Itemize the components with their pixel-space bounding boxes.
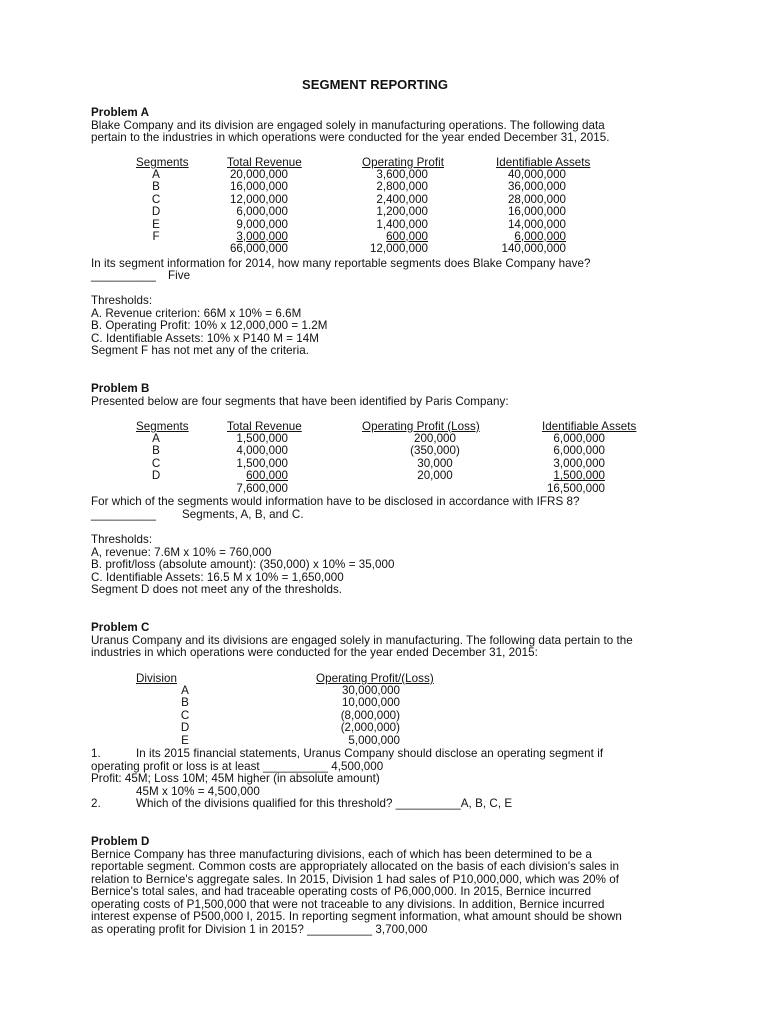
problem-a-header-profit: Operating Profit (362, 156, 444, 169)
problem-c-q1-number: 1. (91, 747, 101, 760)
problem-a-header-revenue: Total Revenue (227, 156, 302, 169)
problem-a-conclusion: Segment F has not met any of the criteria. (91, 344, 309, 357)
problem-d-line: Bernice's total sales, and had traceable operating costs of P6,000,000. In 2015, Bernice incurred (91, 885, 592, 898)
problem-c-intro-line1: Uranus Company and its divisions are engaged solely in manufacturing. The following data pertain to the (91, 634, 633, 647)
table-cell: D (151, 205, 161, 219)
problem-d-line: operating costs of P1,500,000 that were not traceable to any divisions. In addition, Bernice incurred (91, 898, 605, 911)
table-cell: 16,000,000 (507, 205, 566, 219)
problem-b-threshold: C. Identifiable Assets: 16.5 M x 10% = 1,650,000 (91, 571, 344, 584)
problem-d-line: as operating profit for Division 1 in 2015? __________ 3,700,000 (91, 923, 428, 936)
problem-a-thresholds-label: Thresholds: (91, 294, 153, 307)
problem-d-line: relation to Bernice's aggregate sales. In 2015, Division 1 had sales of P10,000,000, which was 20% of (91, 873, 620, 886)
table-cell: F (152, 229, 160, 243)
problem-a-header-assets: Identifiable Assets (496, 156, 591, 169)
table-total: 12,000,000 (369, 242, 428, 256)
problem-d-line: reportable segment. Common costs are appropriately allocated on the basis of each division's sales in (91, 860, 619, 873)
table-cell: 30,000,000 (341, 684, 400, 697)
table-cell: 12,000,000 (229, 192, 288, 206)
problem-a-threshold: A. Revenue criterion: 66M x 10% = 6.6M (91, 307, 302, 320)
problem-b-answer: Segments, A, B, and C. (182, 508, 304, 521)
table-cell: 20,000,000 (229, 168, 288, 181)
table-cell: 6,000,000 (514, 229, 566, 243)
table-cell: E (181, 733, 189, 747)
problem-c-q1-work2: 45M x 10% = 4,500,000 (136, 785, 260, 798)
problem-a-intro-line2: pertain to the industries in which operations were conducted for the year ended December 31, 2015. (91, 131, 610, 144)
problem-a-assets-column (478, 169, 566, 256)
table-cell: A (152, 168, 160, 181)
table-cell: 6,000,000 (553, 432, 605, 445)
problem-c-q1-line1: In its 2015 financial statements, Uranus Company should disclose an operating segment if (136, 747, 604, 760)
table-cell: D (151, 469, 161, 483)
problem-b-threshold: B. profit/loss (absolute amount): (350,000) x 10% = 35,000 (91, 558, 395, 571)
problem-c-heading: Problem C (91, 621, 150, 634)
table-cell: 600,000 (246, 469, 288, 483)
table-cell: 1,200,000 (376, 205, 428, 219)
problem-b-header-segments: Segments (136, 420, 189, 433)
table-cell: C (151, 192, 161, 206)
problem-c-q2-number: 2. (91, 797, 101, 810)
table-cell: D (180, 721, 190, 735)
problem-a-question: In its segment information for 2014, how many reportable segments does Blake Company have? (91, 257, 591, 270)
table-cell: 40,000,000 (507, 168, 566, 181)
table-cell: 28,000,000 (507, 192, 566, 206)
table-cell: 6,000,000 (236, 205, 288, 219)
table-total: 66,000,000 (229, 242, 288, 256)
table-cell: 16,000,000 (229, 180, 288, 194)
table-cell: 1,400,000 (376, 217, 428, 231)
problem-d-line: Bernice Company has three manufacturing divisions, each of which has been determined to be a (91, 848, 592, 861)
table-cell: 2,800,000 (376, 180, 428, 194)
table-cell: 5,000,000 (348, 733, 400, 747)
table-cell: C (151, 456, 161, 470)
table-cell: C (180, 708, 190, 722)
problem-a-answer-blank: __________ (91, 269, 156, 282)
table-cell: 20,000 (417, 469, 453, 483)
table-cell: 1,500,000 (236, 432, 288, 445)
table-cell: 10,000,000 (341, 696, 400, 710)
page-title: SEGMENT REPORTING (302, 77, 449, 92)
problem-d-heading: Problem D (91, 835, 150, 848)
problem-d-line: interest expense of P500,000 I, 2015. In reporting segment information, what amount should be shown (91, 910, 622, 923)
problem-b-revenue-column (210, 433, 288, 495)
table-cell: (2,000,000) (340, 721, 400, 735)
problem-b-header-revenue: Total Revenue (227, 420, 302, 433)
problem-b-question: For which of the segments would information have to be disclosed in accordance with IFRS 8? (91, 495, 580, 508)
table-cell: E (152, 217, 160, 231)
table-total: 16,500,000 (546, 481, 605, 495)
problem-b-conclusion: Segment D does not meet any of the thresholds. (91, 583, 343, 596)
table-cell: 36,000,000 (507, 180, 566, 194)
table-cell: A (152, 432, 160, 445)
problem-b-segment-column (136, 433, 176, 483)
problem-b-intro: Presented below are four segments that have been identified by Paris Company: (91, 395, 509, 408)
table-cell: 200,000 (414, 432, 456, 445)
table-cell: 1,500,000 (236, 456, 288, 470)
problem-c-profit-column (320, 685, 400, 747)
problem-b-header-assets: Identifiable Assets (542, 420, 637, 433)
table-cell: 14,000,000 (507, 217, 566, 231)
table-cell: 3,600,000 (376, 168, 428, 181)
problem-a-answer: Five (168, 269, 191, 282)
problem-c-header-division: Division (136, 672, 177, 685)
table-cell: 3,000,000 (553, 456, 605, 470)
problem-a-header-segments: Segments (136, 156, 189, 169)
problem-c-intro-line2: industries in which operations were conducted for the year ended December 31, 2015: (91, 646, 538, 659)
problem-b-threshold: A, revenue: 7.6M x 10% = 760,000 (91, 546, 272, 559)
table-total: 7,600,000 (236, 481, 288, 495)
problem-a-profit-column (350, 169, 428, 256)
table-cell: B (152, 444, 160, 458)
problem-b-thresholds-label: Thresholds: (91, 533, 153, 546)
problem-c-q2: Which of the divisions qualified for this threshold? __________A, B, C, E (136, 797, 513, 810)
table-cell: 600,000 (386, 229, 428, 243)
problem-a-revenue-column (210, 169, 288, 256)
table-cell: 3,000,000 (236, 229, 288, 243)
problem-a-segment-column (136, 169, 176, 243)
problem-a-threshold: C. Identifiable Assets: 10% x P140 M = 14M (91, 332, 319, 345)
table-cell: 4,000,000 (236, 444, 288, 458)
problem-b-answer-blank: __________ (91, 508, 156, 521)
table-cell: 6,000,000 (553, 444, 605, 458)
problem-b-heading: Problem B (91, 382, 150, 395)
table-cell: (350,000) (410, 444, 460, 458)
problem-c-header-profit: Operating Profit/(Loss) (316, 672, 434, 685)
table-cell: 9,000,000 (236, 217, 288, 231)
problem-b-assets-column (520, 433, 605, 495)
table-cell: B (181, 696, 189, 710)
problem-b-profit-column (385, 433, 485, 483)
problem-c-q1-work1: Profit: 45M; Loss 10M; 45M higher (in absolute amount) (91, 772, 380, 785)
table-cell: 2,400,000 (376, 192, 428, 206)
problem-c-division-column (170, 685, 200, 747)
problem-c-q1-line2: operating profit or loss is at least __________ 4,500,000 (91, 760, 384, 773)
table-cell: 1,500,000 (553, 469, 605, 483)
table-total: 140,000,000 (501, 242, 566, 256)
problem-a-intro-line1: Blake Company and its division are engaged solely in manufacturing operations. The following data (91, 119, 605, 132)
problem-a-threshold: B. Operating Profit: 10% x 12,000,000 = 1.2M (91, 319, 328, 332)
problem-b-header-profit: Operating Profit (Loss) (362, 420, 480, 433)
table-cell: (8,000,000) (340, 708, 400, 722)
table-cell: B (152, 180, 160, 194)
problem-a-heading: Problem A (91, 106, 149, 119)
table-cell: 30,000 (417, 456, 453, 470)
table-cell: A (181, 684, 189, 697)
